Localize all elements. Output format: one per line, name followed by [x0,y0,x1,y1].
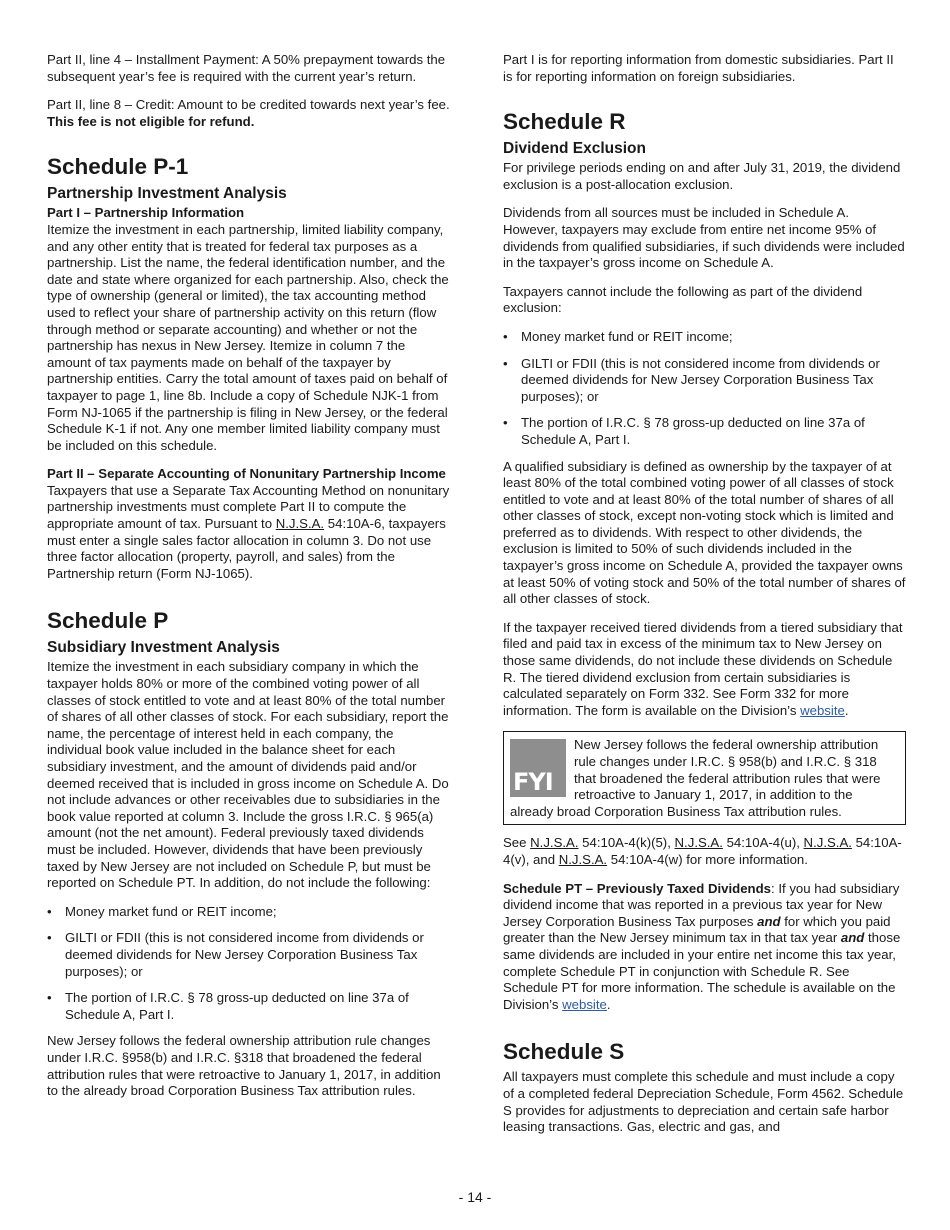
schedule-p1-title: Schedule P-1 [47,154,189,180]
njsa-citation: N.J.S.A. [275,516,325,532]
schedule-pt-text-a: : If you had subsidiary dividend income that was reported in a previous tax year for New Jersey Corporation Business Tax purposes [503,880,900,929]
schedule-r-p2: Dividends from all sources must be included in Schedule A. However, taxpayers may exclude from entire net income 95% of dividends from qualified subsidiaries, if such dividends were included in the taxpayer’s gross income on Schedule A. [503,205,905,271]
installment-paragraph: Part II, line 4 – Installment Payment: A 50% prepayment towards the subsequent year’s fee is required with the current year’s return. [47,52,446,84]
p1-part2-heading: Part II – Separate Accounting of Nonunitary Partnership Income [47,466,446,482]
schedule-r-p5-text: If the taxpayer received tiered dividends from a tiered subsidiary that filed and paid tax in excess of the minimum tax to New Jersey on those same dividends, do not include these dividends on Schedule R. The tiered dividend exclusion from certain subsidiaries is calculated separately on Form 332. See Form 332 for more information. The form is available on the Division’s [503,619,903,718]
page-number: - 14 - [458,1189,492,1205]
list-item: • GILTI or FDII (this is not considered income from dividends or deemed dividends for New Jersey Corporation Business Tax purposes); or [47,930,450,980]
schedule-r-p5: If the taxpayer received tiered dividends from a tiered subsidiary that filed and paid tax in excess of the minimum tax to New Jersey on those same dividends, do not include these dividends on Schedule R. The tiered dividend exclusion from certain subsidiaries is calculated separately on Form 332. See Form 332 for more information. The form is available on the Division’s website. [503,619,903,718]
schedule-p-exclusion-list [47,904,450,1024]
schedule-p-attribution: New Jersey follows the federal ownership attribution rule changes under I.R.C. §958(b) and I.R.C. §318 that broadened the federal attribution rules that were retroactive to January 1, 2017, in addition to the already broad Corporation Business Tax attribution rules. [47,1033,441,1099]
p1-part1-text: Itemize the investment in each partnership, limited liability company, and any other entity that is treated for federal tax purposes as a partnership. List the name, the federal identification number, and the date and state where organized for each partnership. Also, check the type of ownership (general or limited), the tax accounting method used to reflect your share of partnership activity on this return (flow through method or separate accounting) and whether or not the partnership has nexus in New Jersey. Itemize in column 7 the amount of tax payments made on behalf of the taxpayer by partnership entities. Carry the total amount of taxes paid on behalf of taxpayer to page 1, line 8b. Include a copy of Schedule NJK-1 from Form NJ-1065 if the partnership is filing in New Jersey, or the federal Schedule K-1 if not. Any one member limited liability company must be included on this schedule. [47,221,449,453]
emphasis-and: and [840,930,865,946]
fyi-logo-text: FYI [513,768,553,797]
schedule-s-text: All taxpayers must complete this schedule and must include a copy of a completed federal Depreciation Schedule, Form 4562. Schedule S provides for adjustments to depreciation and certain safe harbor leasing transactions. Gas, electric and gas, and [503,1069,904,1135]
list-item: • Money market fund or REIT income; [47,904,450,921]
schedule-r-title: Schedule R [503,109,626,135]
schedule-r-p3: Taxpayers cannot include the following as part of the dividend exclusion: [503,283,863,316]
right-column [503,52,906,1148]
list-item: • GILTI or FDII (this is not considered income from dividends or deemed dividends for New Jersey Corporation Business Tax purposes); or [503,356,906,406]
njsa-citation: N.J.S.A. [674,835,723,851]
emphasis-and: and [757,913,781,929]
p1-part2-pre: Taxpayers that use a Separate Tax Accounting Method on nonunitary partnership investments must complete Part II to compute the appropriate amount of tax. Pursuant to [47,482,450,532]
division-website-link[interactable]: website [800,702,845,718]
njsa-citation: N.J.S.A. [558,851,608,867]
see-ref-a: 54:10A-4(k)(5), [578,835,675,851]
list-item: • The portion of I.R.C. § 78 gross-up deducted on line 37a of Schedule A, Part I. [503,415,906,448]
schedule-pt-text-c: those same dividends are included in your entire net income this tax year, complete Schedule PT in conjunction with Schedule R. See Schedule PT for more information. The schedule is available on the Division’s [503,930,901,1012]
list-item: • The portion of I.R.C. § 78 gross-up deducted on line 37a of Schedule A, Part I. [47,990,450,1023]
fyi-box [503,731,906,825]
credit-paragraph [47,97,450,130]
njsa-citation: N.J.S.A. [803,835,852,851]
schedule-r-p1: For privilege periods ending on and after July 31, 2019, the dividend exclusion is a post-allocation exclusion. [503,160,901,192]
see-ref-b: 54:10A-4(u), [722,835,804,851]
p1-part2-text [47,483,450,583]
schedule-p1-subtitle: Partnership Investment Analysis [47,185,287,203]
division-website-link[interactable]: website [562,996,607,1012]
see-ref-d: 54:10A-4(w) for more information. [607,851,808,867]
schedule-p-title: Schedule P [47,608,169,634]
schedule-pt-text-b: for which you paid greater than the New Jersey minimum tax in that tax year [503,913,891,946]
see-ref-c: 54:10A-4(v), and [503,835,902,867]
list-item: • Money market fund or REIT income; [503,329,906,346]
credit-bold: This fee is not eligible for refund. [47,113,255,129]
schedule-pt-heading: Schedule PT – Previously Taxed Dividends [503,880,771,896]
p1-part2-post: 54:10A-6, taxpayers must enter a single sales factor allocation in column 3. Do not use three factor allocation (property, payroll, and sales) from the Partnership return (Form NJ-1065). [47,516,446,581]
credit-text: Part II, line 8 – Credit: Amount to be credited towards next year’s fee. [47,97,450,113]
schedule-p-text: Itemize the investment in each subsidiary company in which the taxpayer holds 80% or more of the combined voting power of all classes of stock entitled to vote and at least 80% of the total number of shares of all other classes of stock. For each subsidiary, report the name, the percentage of interest held in each company, the individual book value included in the balance sheet for each subsidiary investment, and the amount of dividends paid and/or deemed received that is included in gross income on Schedule A. Do not include advances or other receivables due to subsidiaries in the book value reported at column 3. Include the gross I.R.C. § 965(a) amount (not the net amount). Federal previously taxed dividends must be included. However, dividends that have been previously taxed by New Jersey are not included on Schedule P, but must be reported on Schedule PT. In addition, do not include the following: [47,659,449,891]
left-column [47,52,450,1112]
intro-paragraph: Part I is for reporting information from domestic subsidiaries. Part II is for reporting information on foreign subsidiaries. [503,52,894,84]
schedule-pt-paragraph: Schedule PT – Previously Taxed Dividends: If you had subsidiary dividend income that was reported in a previous tax year for New Jersey Corporation Business Tax purposes and for which you paid greater than the New Jersey minimum tax in that tax year and those same dividends are included in your entire net income this tax year, complete Schedule PT in conjunction with Schedule R. See Schedule PT for more information. The schedule is available on the Division’s website. [503,880,901,1012]
p1-part1-heading: Part I – Partnership Information [47,205,245,221]
schedule-p-subtitle: Subsidiary Investment Analysis [47,639,280,657]
schedule-r-exclusion-list [503,329,906,449]
schedule-s-title: Schedule S [503,1039,625,1065]
njsa-citation: N.J.S.A. [530,835,579,851]
fyi-text: New Jersey follows the federal ownership attribution rule changes under I.R.C. § 958(b) and I.R.C. § 318 that broadened the federal attribution rules that were retroactive to January 1, 2017, in addition to the already broad Corporation Business Tax attribution rules. [510,737,881,819]
schedule-r-subtitle: Dividend Exclusion [503,140,646,158]
fyi-icon [510,739,566,797]
see-references [503,835,906,868]
see-prefix: See [503,835,531,851]
schedule-r-p4: A qualified subsidiary is defined as ownership by the taxpayer of at least 80% of the total combined voting power of all classes of stock entitled to vote and at least 80% of the total number of shares of all other classes of stock, except non-voting stock which is limited and preferred as to dividends. With respect to other dividends, the exclusion is limited to 50% of such dividends included in the taxpayer’s gross income on Schedule A, provided the taxpayer owns at least 50% of voting stock and 50% of the total number of shares of all other classes of stock. [503,458,906,607]
